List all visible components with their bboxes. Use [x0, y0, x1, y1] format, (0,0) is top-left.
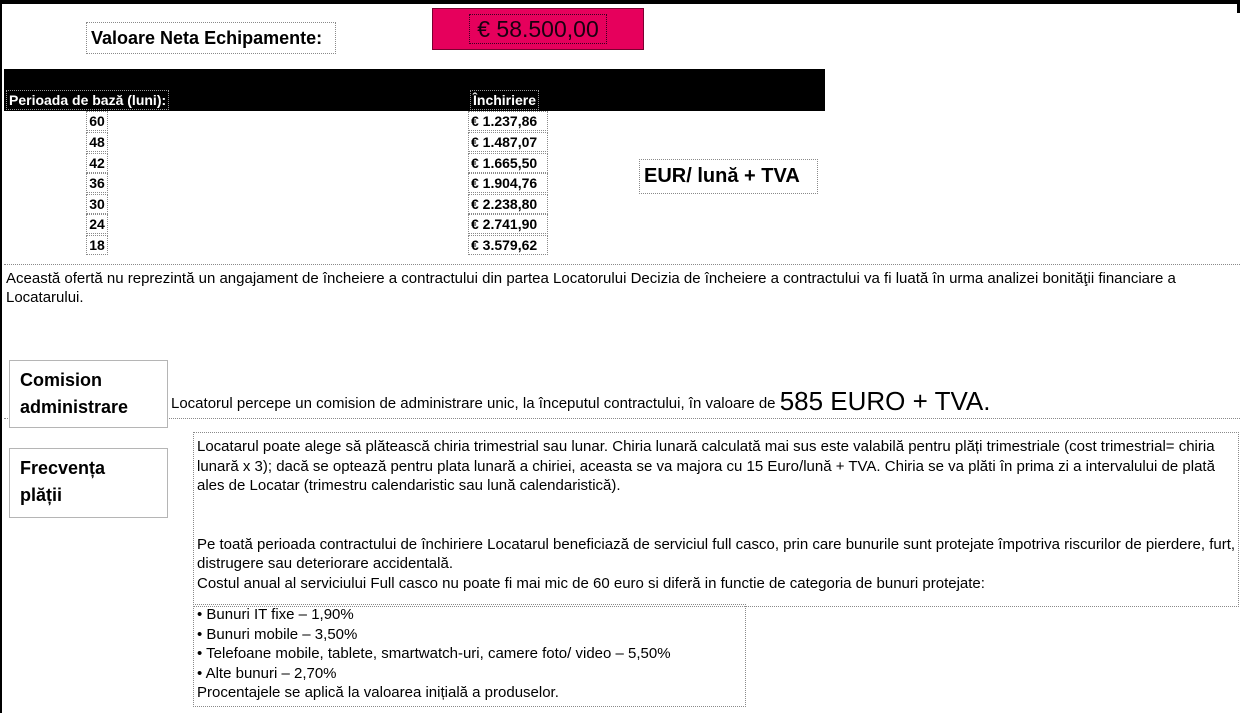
table-row-months: 30: [86, 194, 108, 214]
full-casco-cost-paragraph: Costul anual al serviciului Full casco nu poate fi mai mic de 60 euro si diferă in functie de categoria de bunuri protejate:: [197, 574, 985, 592]
insurance-footnote: Procentajele se aplică la valoarea inițială a produselor.: [197, 684, 559, 701]
table-row-months: 42: [86, 153, 108, 173]
rent-unit-label: EUR/ lună + TVA: [639, 159, 818, 194]
commission-title-line1: Comision: [20, 370, 103, 390]
table-row-rent: € 1.904,76: [468, 173, 548, 193]
payment-frequency-text: [197, 437, 1237, 593]
full-casco-paragraph: Pe toată perioada contractului de închiriere Locatarul beneficiază de serviciul full casco, prin care bunurile sunt protejate împotriva riscurilor de pierdere, furt, distrugere sau deteriorare accidentală.: [197, 535, 1236, 572]
table-row-rent: € 2.238,80: [468, 194, 548, 214]
payment-frequency-title-line1: Frecvența: [20, 458, 106, 478]
payment-frequency-title-line2: plății: [20, 485, 63, 505]
section-divider: [4, 264, 1240, 265]
table-row-months: 48: [86, 132, 108, 152]
left-border: [0, 0, 2, 713]
list-item: • Bunuri mobile – 3,50%: [197, 625, 358, 643]
commission-title-line2: administrare: [20, 397, 129, 417]
commission-description: [171, 384, 990, 421]
rent-column-header: Închiriere: [470, 90, 539, 110]
commission-title: [9, 360, 168, 428]
table-row-rent: € 1.665,50: [468, 153, 548, 173]
net-value-label: Valoare Neta Echipamente:: [86, 22, 336, 54]
commission-amount: 585 EURO + TVA.: [779, 386, 991, 416]
table-row-rent: € 1.487,07: [468, 132, 548, 152]
table-row-rent: € 2.741,90: [468, 214, 548, 234]
period-column-header: Perioada de bază (luni):: [6, 90, 169, 110]
commission-text: Locatorul percepe un comision de administrare unic, la începutul contractului, în valoare de: [171, 395, 780, 412]
payment-frequency-paragraph: Locatarul poate alege să plătească chiria trimestrial sau lunar. Chiria lunară calculată mai sus este valabilă pentru plăți trimestriale (cost trimestrial= chiria lunară x 3); dacă se optează pentru plata lunară a chiriei, aceasta se va majora cu 15 Euro/lună + TVA. Chiria se va plăti în prima zi a intervalului de plată ales de Locatar (trimestru calendaristic sau lună calendaristică).: [197, 438, 1215, 494]
payment-frequency-title: [9, 448, 168, 518]
table-row-rent: € 3.579,62: [468, 235, 548, 255]
top-border: [0, 0, 1240, 4]
net-value-highlight: [432, 8, 644, 50]
table-row-months: 60: [86, 111, 108, 131]
table-row-months: 24: [86, 214, 108, 234]
list-item: • Bunuri IT fixe – 1,90%: [197, 606, 354, 623]
net-value-amount: € 58.500,00: [469, 14, 607, 44]
offer-disclaimer: Această ofertă nu reprezintă un angajament de încheiere a contractului din partea Locatorului Decizia de încheiere a contractului va fi luată în urma analizei bonităţii financiare a Locatarului.: [6, 270, 1176, 306]
list-item: • Alte bunuri – 2,70%: [197, 664, 337, 682]
table-row-months: 36: [86, 173, 108, 193]
list-item: • Telefoane mobile, tablete, smartwatch-uri, camere foto/ video – 5,50%: [197, 645, 671, 662]
table-row-rent: € 1.237,86: [468, 111, 548, 131]
table-row-months: 18: [86, 235, 108, 255]
insurance-rates-list: [197, 605, 745, 703]
